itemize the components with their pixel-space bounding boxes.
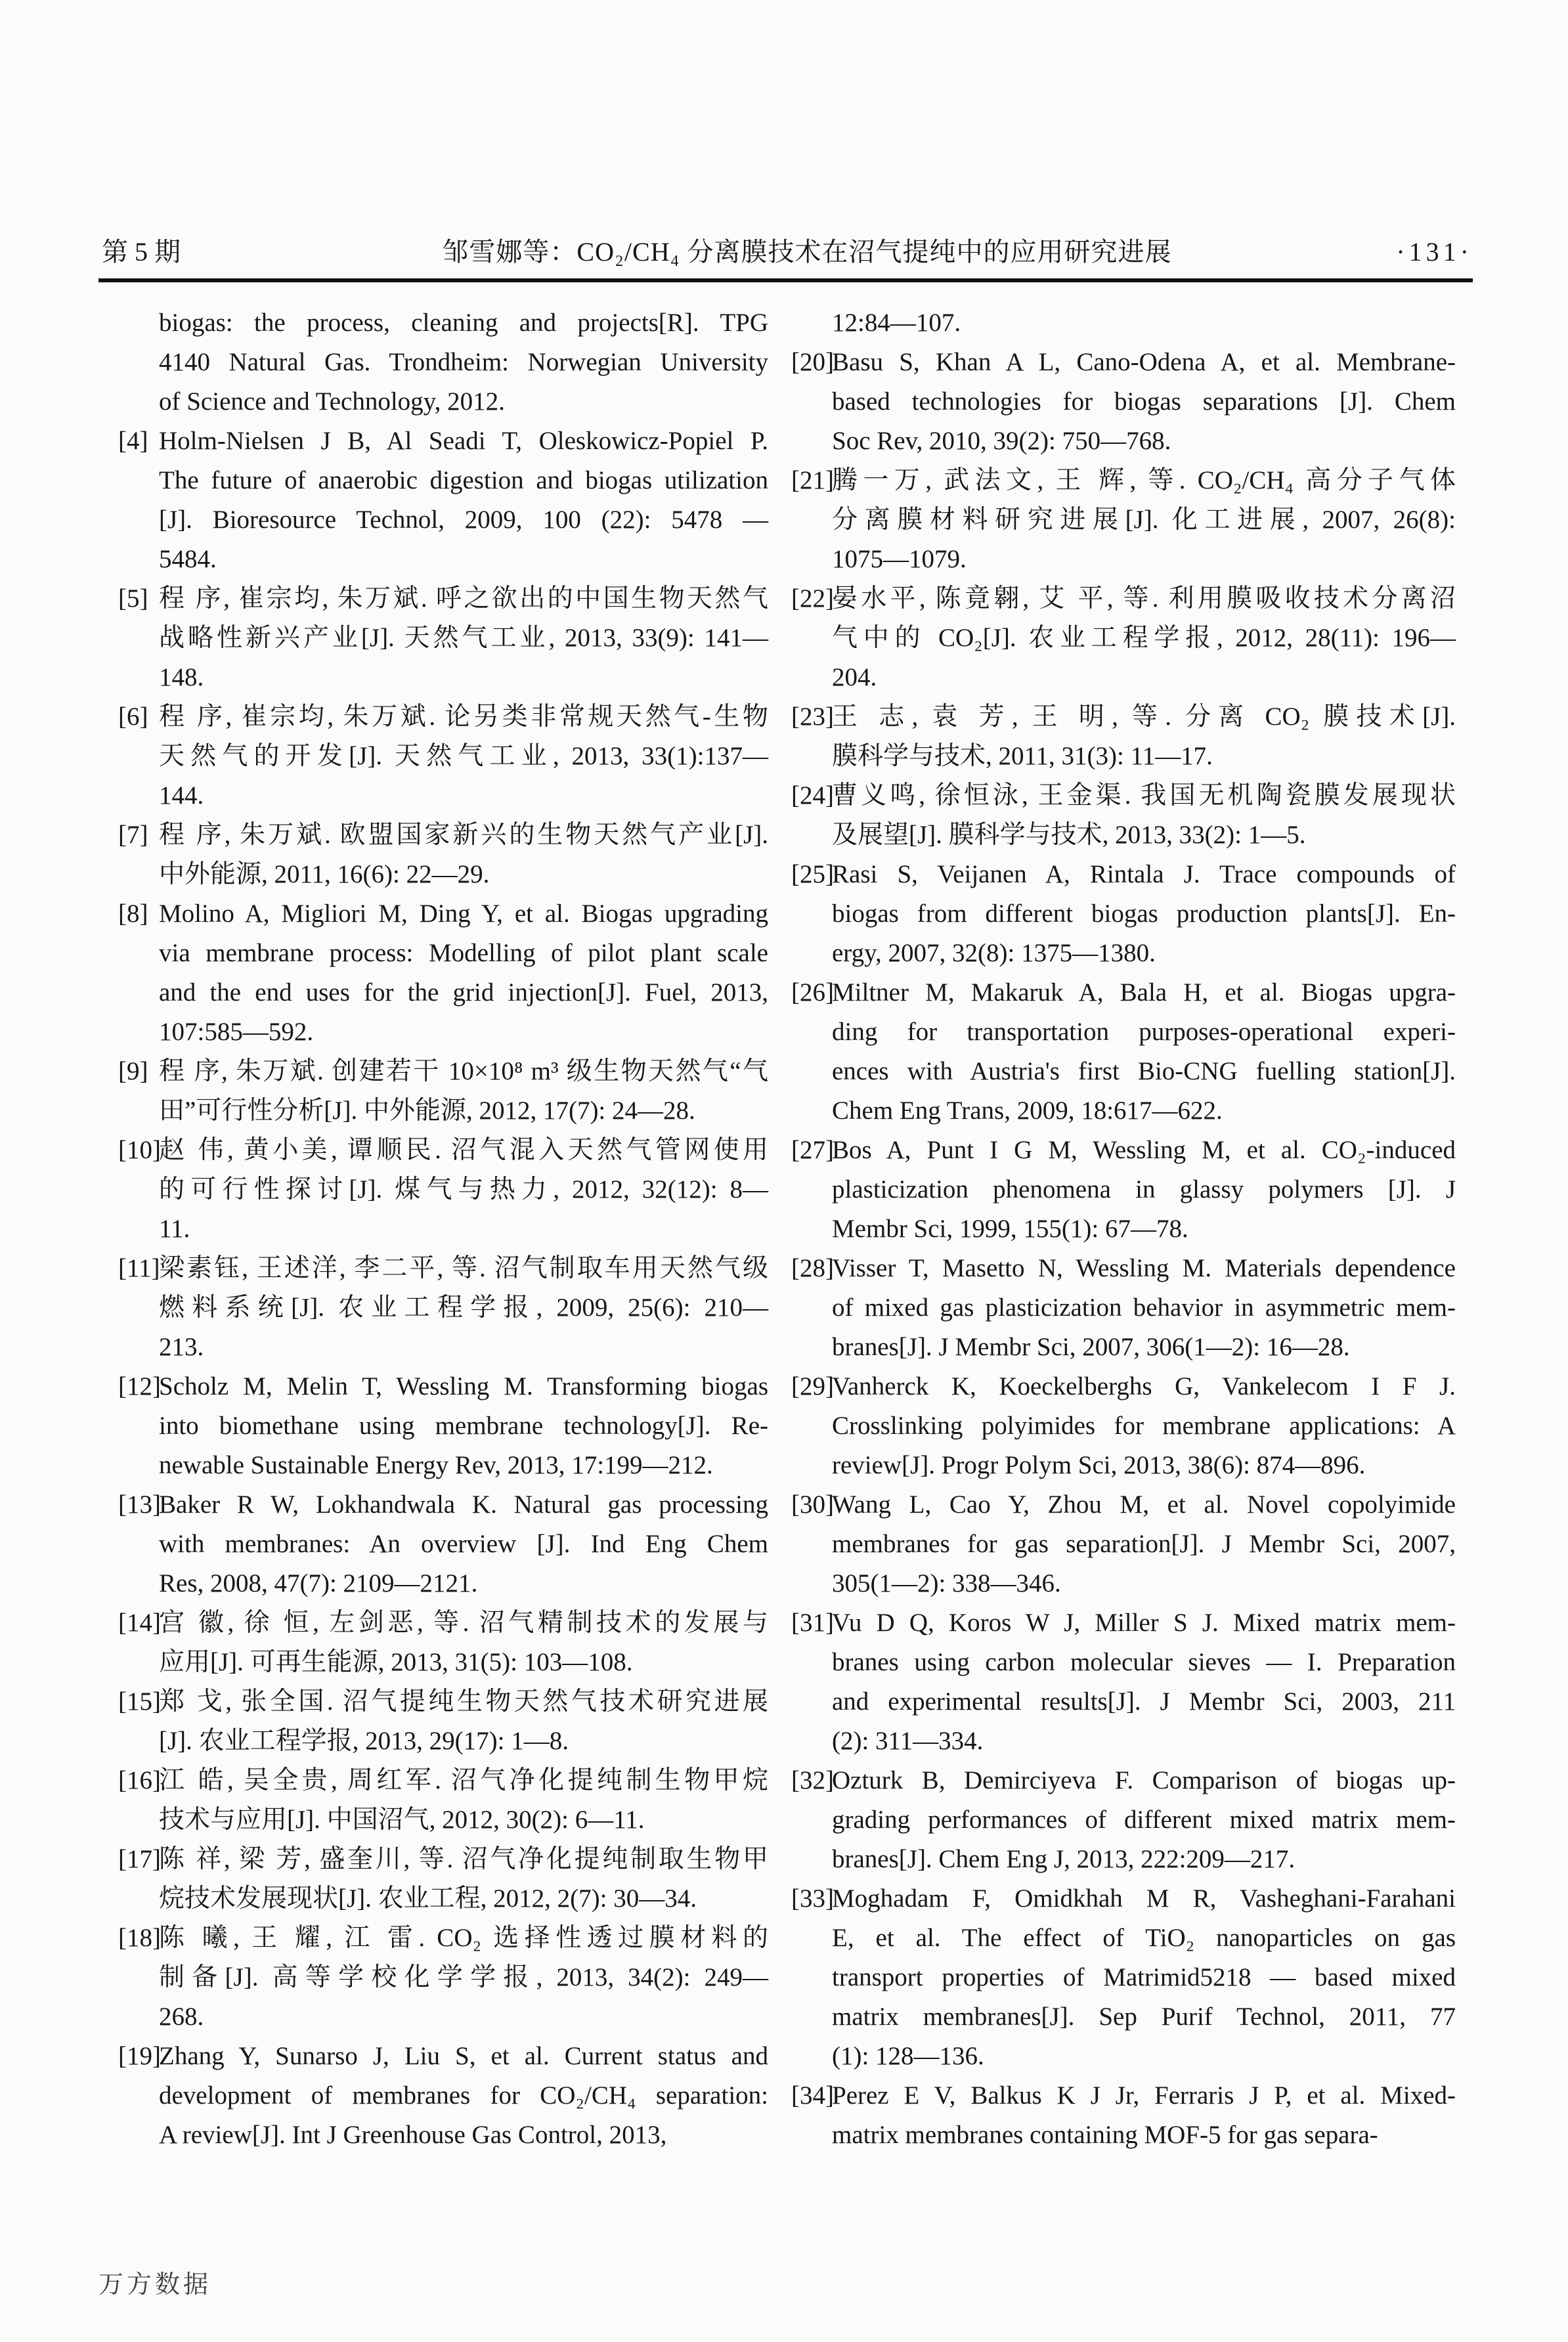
reference-line: Membr Sci, 1999, 155(1): 67—78. — [832, 1215, 1188, 1243]
reference-line: 田”可行性分析[J]. 中外能源, 2012, 17(7): 24—28. — [159, 1096, 695, 1125]
reference-line: based technologies for biogas separations [J]. Chem — [832, 387, 1456, 416]
reference-line: 107:585—592. — [159, 1018, 314, 1046]
reference-number: [10] — [118, 1136, 161, 1164]
reference-text — [832, 776, 1456, 855]
reference-text — [832, 1131, 1456, 1249]
reference-text — [159, 1485, 768, 1603]
reference-text — [832, 303, 1456, 343]
reference-item — [118, 1485, 768, 1603]
reference-number: [22] — [791, 584, 834, 613]
reference-line: review[J]. Progr Polym Sci, 2013, 38(6): 874—896. — [832, 1451, 1366, 1479]
reference-number: [11] — [118, 1254, 160, 1282]
reference-line: matrix membranes containing MOF-5 for gas separa- — [832, 2121, 1378, 2149]
issue-label: 第 5 期 — [102, 237, 181, 267]
reference-line: 5484. — [159, 545, 217, 573]
reference-number: [28] — [791, 1254, 834, 1282]
reference-number: [16] — [118, 1766, 161, 1794]
reference-number: [8] — [118, 900, 148, 928]
reference-line: and the end uses for the grid injection[J]. Fuel, 2013, — [159, 978, 768, 1007]
reference-line: ences with Austria's first Bio-CNG fuelling station[J]. — [832, 1057, 1456, 1085]
reference-number: [9] — [118, 1057, 148, 1085]
reference-text — [159, 1840, 768, 1919]
reference-line: grading performances of different mixed matrix mem- — [832, 1806, 1456, 1834]
reference-item — [118, 1840, 768, 1919]
reference-line: branes using carbon molecular sieves — I. Preparation — [832, 1648, 1456, 1676]
reference-line: plasticization phenomena in glassy polymers [J]. J — [832, 1175, 1456, 1204]
reference-number: [27] — [791, 1136, 834, 1164]
reference-line: A review[J]. Int J Greenhouse Gas Control, 2013, — [159, 2121, 667, 2149]
reference-item — [791, 973, 1456, 1131]
reference-line: 12:84—107. — [832, 309, 961, 337]
reference-item — [791, 1367, 1456, 1485]
reference-number: [17] — [118, 1845, 161, 1873]
reference-text — [159, 697, 768, 815]
reference-text — [832, 2076, 1456, 2155]
reference-item — [791, 1485, 1456, 1603]
reference-number: [31] — [791, 1609, 834, 1637]
reference-item — [118, 1052, 768, 1131]
reference-item — [791, 1131, 1456, 1249]
reference-number: [29] — [791, 1372, 834, 1400]
reference-item — [791, 776, 1456, 855]
reference-line: 陈 祥, 梁 芳, 盛奎川, 等. 沼气净化提纯制取生物甲 — [159, 1845, 768, 1873]
reference-text — [159, 894, 768, 1052]
reference-number: [5] — [118, 584, 148, 613]
reference-line: Rasi S, Veijanen A, Rintala J. Trace compounds of — [832, 860, 1456, 888]
reference-line: Basu S, Khan A L, Cano-Odena A, et al. Membrane- — [832, 348, 1456, 376]
reference-item — [118, 1761, 768, 1840]
reference-item — [791, 1879, 1456, 2076]
references-column-right — [791, 303, 1456, 2155]
reference-item — [118, 894, 768, 1052]
reference-line: Scholz M, Melin T, Wessling M. Transforming biogas — [159, 1372, 768, 1400]
reference-line: 305(1—2): 338—346. — [832, 1569, 1061, 1597]
reference-number: [20] — [791, 348, 834, 376]
reference-line: branes[J]. J Membr Sci, 2007, 306(1—2): 16—28. — [832, 1333, 1350, 1361]
reference-line: 战略性新兴产业[J]. 天然气工业, 2013, 33(9): 141— — [159, 624, 768, 652]
reference-item — [118, 1367, 768, 1485]
reference-line: (1): 128—136. — [832, 2042, 984, 2070]
reference-line: 宫 徽, 徐 恒, 左剑恶, 等. 沼气精制技术的发展与 — [159, 1609, 768, 1637]
reference-item — [791, 855, 1456, 973]
reference-line: transport properties of Matrimid5218 — based mixed — [832, 1963, 1456, 1991]
reference-number: [14] — [118, 1609, 161, 1637]
reference-line: Molino A, Migliori M, Ding Y, et al. Biogas upgrading — [159, 900, 768, 928]
reference-line: Vu D Q, Koros W J, Miller S J. Mixed matrix mem- — [832, 1609, 1456, 1637]
reference-line: 4140 Natural Gas. Trondheim: Norwegian University — [159, 348, 768, 376]
reference-text — [159, 2037, 768, 2155]
reference-item — [791, 579, 1456, 697]
reference-line: 技术与应用[J]. 中国沼气, 2012, 30(2): 6—11. — [159, 1806, 645, 1834]
reference-text — [159, 1131, 768, 1249]
reference-line: 晏水平, 陈竟翱, 艾 平, 等. 利用膜吸收技术分离沼 — [832, 584, 1456, 613]
reference-item — [791, 343, 1456, 461]
reference-item — [118, 815, 768, 894]
reference-item — [791, 461, 1456, 579]
reference-text — [832, 579, 1456, 697]
reference-number: [4] — [118, 427, 148, 455]
reference-line: 王 志, 袁 芳, 王 明, 等. 分离 CO₂ 膜技术[J]. — [832, 703, 1456, 731]
reference-line: 11. — [159, 1215, 190, 1243]
reference-line: 赵 伟, 黄小美, 谭顺民. 沼气混入天然气管网使用 — [159, 1136, 768, 1164]
reference-line: 268. — [159, 2003, 204, 2031]
reference-line: of mixed gas plasticization behavior in asymmetric mem- — [832, 1293, 1456, 1322]
reference-line: 148. — [159, 663, 204, 691]
reference-number: [24] — [791, 781, 834, 810]
reference-number: [30] — [791, 1490, 834, 1519]
reference-number: [7] — [118, 821, 148, 849]
reference-line: 燃料系统[J]. 农业工程学报, 2009, 25(6): 210— — [159, 1293, 768, 1322]
reference-line: 213. — [159, 1333, 204, 1361]
reference-item — [118, 697, 768, 815]
reference-line: via membrane process: Modelling of pilot plant scale — [159, 939, 768, 967]
reference-text — [832, 1485, 1456, 1603]
reference-line: (2): 311—334. — [832, 1727, 984, 1755]
reference-number: [26] — [791, 978, 834, 1007]
reference-line: 江 皓, 吴全贵, 周红军. 沼气净化提纯制生物甲烷 — [159, 1766, 768, 1794]
running-head — [102, 228, 1473, 269]
reference-line: 中外能源, 2011, 16(6): 22—29. — [159, 860, 490, 888]
references-column-left — [118, 303, 768, 2155]
reference-line: Perez E V, Balkus K J Jr, Ferraris J P, et al. Mixed- — [832, 2081, 1456, 2110]
reference-number: [12] — [118, 1372, 161, 1400]
reference-number — [791, 303, 832, 343]
reference-line: 郑 戈, 张全国. 沼气提纯生物天然气技术研究进展 — [159, 1687, 768, 1716]
reference-number: [23] — [791, 703, 834, 731]
reference-line: 气中的 CO₂[J]. 农业工程学报, 2012, 28(11): 196— — [832, 624, 1456, 652]
reference-line: 程 序, 朱万斌. 欧盟国家新兴的生物天然气产业[J]. — [159, 821, 768, 849]
reference-line: matrix membranes[J]. Sep Purif Technol, 2011, 77 — [832, 2003, 1456, 2031]
reference-number: [6] — [118, 703, 148, 731]
reference-line: Baker R W, Lokhandwala K. Natural gas processing — [159, 1490, 768, 1519]
reference-line: 分离膜材料研究进展[J]. 化工进展, 2007, 26(8): — [832, 506, 1456, 534]
reference-line: 204. — [832, 663, 877, 691]
reference-text — [159, 579, 768, 697]
reference-line: 的可行性探讨[J]. 煤气与热力, 2012, 32(12): 8— — [159, 1175, 768, 1204]
reference-line: Res, 2008, 47(7): 2109—2121. — [159, 1569, 478, 1597]
reference-line: Soc Rev, 2010, 39(2): 750—768. — [832, 427, 1171, 455]
reference-item — [118, 1682, 768, 1761]
reference-number: [32] — [791, 1766, 834, 1794]
reference-line: Wang L, Cao Y, Zhou M, et al. Novel copolyimide — [832, 1490, 1456, 1519]
reference-item — [791, 303, 1456, 343]
reference-item — [118, 303, 768, 422]
reference-item — [791, 1603, 1456, 1761]
reference-line: biogas: the process, cleaning and projects[R]. TPG — [159, 309, 768, 337]
reference-item — [118, 1249, 768, 1367]
reference-line: E, et al. The effect of TiO₂ nanoparticles on gas — [832, 1924, 1456, 1952]
reference-item — [118, 1919, 768, 2037]
reference-line: biogas from different biogas production plants[J]. En- — [832, 900, 1456, 928]
reference-text — [159, 1761, 768, 1840]
reference-number: [25] — [791, 860, 834, 888]
reference-number: [21] — [791, 466, 834, 494]
reference-text — [832, 1603, 1456, 1761]
reference-columns — [118, 303, 1456, 2155]
reference-text — [832, 1879, 1456, 2076]
reference-line: 烷技术发展现状[J]. 农业工程, 2012, 2(7): 30—34. — [159, 1884, 697, 1913]
reference-line: Miltner M, Makaruk A, Bala H, et al. Biogas upgra- — [832, 978, 1456, 1007]
reference-line: 陈 曦, 王 耀, 江 雷. CO₂ 选择性透过膜材料的 — [159, 1924, 768, 1952]
reference-line: 腾一万, 武法文, 王 辉, 等. CO₂/CH₄ 高分子气体 — [832, 466, 1456, 494]
reference-text — [832, 343, 1456, 461]
reference-line: 天然气的开发[J]. 天然气工业, 2013, 33(1):137— — [159, 742, 768, 770]
reference-number: [15] — [118, 1687, 161, 1716]
reference-text — [159, 1603, 768, 1682]
reference-item — [118, 1131, 768, 1249]
reference-line: Moghadam F, Omidkhah M R, Vasheghani-Farahani — [832, 1884, 1456, 1913]
reference-text — [159, 815, 768, 894]
reference-text — [159, 1682, 768, 1761]
reference-line: development of membranes for CO₂/CH₄ separation: — [159, 2081, 768, 2110]
reference-item — [118, 1603, 768, 1682]
reference-text — [159, 1367, 768, 1485]
reference-line: 制备[J]. 高等学校化学学报, 2013, 34(2): 249— — [159, 1963, 768, 1991]
reference-line: 曹义鸣, 徐恒泳, 王金渠. 我国无机陶瓷膜发展现状 — [832, 781, 1456, 810]
page-number: ·131· — [1396, 237, 1473, 267]
reference-item — [791, 1249, 1456, 1367]
reference-line: 1075—1079. — [832, 545, 967, 573]
reference-number: [19] — [118, 2042, 161, 2070]
reference-line: Holm-Nielsen J B, Al Seadi T, Oleskowicz-Popiel P. — [159, 427, 768, 455]
reference-line: ding for transportation purposes-operational experi- — [832, 1018, 1456, 1046]
reference-line: The future of anaerobic digestion and biogas utilization — [159, 466, 768, 494]
reference-line: and experimental results[J]. J Membr Sci, 2003, 211 — [832, 1687, 1456, 1716]
reference-line: Vanherck K, Koeckelberghs G, Vankelecom I F J. — [832, 1372, 1456, 1400]
reference-line: ergy, 2007, 32(8): 1375—1380. — [832, 939, 1156, 967]
reference-item — [118, 422, 768, 579]
reference-line: 程 序, 崔宗均, 朱万斌. 呼之欲出的中国生物天然气 — [159, 584, 768, 613]
reference-item — [118, 2037, 768, 2155]
reference-text — [832, 461, 1456, 579]
reference-line: 膜科学与技术, 2011, 31(3): 11—17. — [832, 742, 1213, 770]
reference-text — [832, 697, 1456, 776]
reference-text — [159, 1052, 768, 1131]
reference-text — [832, 1249, 1456, 1367]
reference-item — [791, 697, 1456, 776]
reference-line: Chem Eng Trans, 2009, 18:617—622. — [832, 1096, 1223, 1125]
reference-line: with membranes: An overview [J]. Ind Eng Chem — [159, 1530, 768, 1558]
reference-text — [832, 973, 1456, 1131]
reference-line: Zhang Y, Sunarso J, Liu S, et al. Current status and — [159, 2042, 768, 2070]
reference-line: 程 序, 朱万斌. 创建若干 10×10⁸ m³ 级生物天然气“气 — [159, 1057, 768, 1085]
reference-line: 及展望[J]. 膜科学与技术, 2013, 33(2): 1—5. — [832, 821, 1306, 849]
reference-number: [18] — [118, 1924, 161, 1952]
reference-text — [832, 1367, 1456, 1485]
reference-number: [33] — [791, 1884, 834, 1913]
reference-line: newable Sustainable Energy Rev, 2013, 17:199—212. — [159, 1451, 713, 1479]
running-title: 邹雪娜等：CO₂/CH₄ 分离膜技术在沼气提纯中的应用研究进展 — [442, 237, 1172, 267]
reference-line: Visser T, Masetto N, Wessling M. Materials dependence — [832, 1254, 1456, 1282]
reference-line: 程 序, 崔宗均, 朱万斌. 论另类非常规天然气-生物 — [159, 703, 768, 731]
reference-line: into biomethane using membrane technology[J]. Re- — [159, 1412, 768, 1440]
reference-text — [159, 1919, 768, 2037]
reference-item — [791, 2076, 1456, 2155]
reference-line: Crosslinking polyimides for membrane applications: A — [832, 1412, 1456, 1440]
header-rule — [98, 278, 1473, 282]
reference-number: [13] — [118, 1490, 161, 1519]
reference-text — [832, 1761, 1456, 1879]
reference-text — [159, 303, 768, 422]
reference-number — [118, 303, 159, 422]
reference-line: [J]. 农业工程学报, 2013, 29(17): 1—8. — [159, 1727, 569, 1755]
reference-line: branes[J]. Chem Eng J, 2013, 222:209—217. — [832, 1845, 1296, 1873]
reference-line: Bos A, Punt I G M, Wessling M, et al. CO₂-induced — [832, 1136, 1456, 1164]
reference-text — [832, 855, 1456, 973]
reference-line: 应用[J]. 可再生能源, 2013, 31(5): 103—108. — [159, 1648, 633, 1676]
reference-line: 梁素钰, 王述洋, 李二平, 等. 沼气制取车用天然气级 — [159, 1254, 768, 1282]
reference-text — [159, 1249, 768, 1367]
reference-text — [159, 422, 768, 579]
wanfang-watermark: 万方数据 — [98, 2271, 212, 2299]
reference-item — [118, 579, 768, 697]
reference-item — [791, 1761, 1456, 1879]
reference-line: of Science and Technology, 2012. — [159, 387, 505, 416]
reference-line: [J]. Bioresource Technol, 2009, 100 (22): 5478 — — [159, 506, 768, 534]
reference-line: 144. — [159, 781, 204, 810]
reference-line: Ozturk B, Demirciyeva F. Comparison of biogas up- — [832, 1766, 1456, 1794]
reference-number: [34] — [791, 2081, 834, 2110]
reference-line: membranes for gas separation[J]. J Membr Sci, 2007, — [832, 1530, 1456, 1558]
